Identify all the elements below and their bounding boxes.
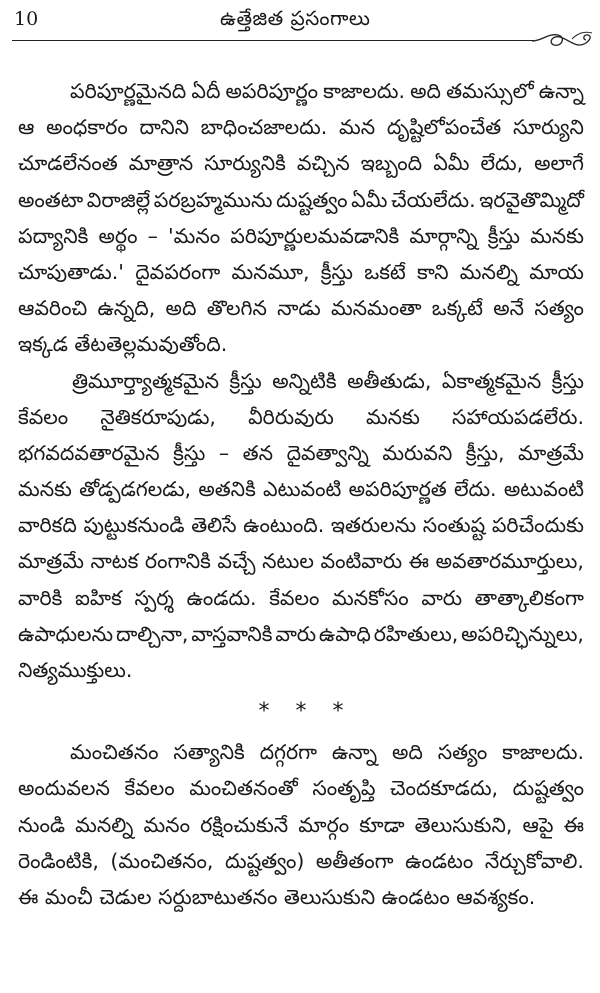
text-line: ఈ మంచీ చెడుల సర్దుబాటుతనం తెలుసుకుని ఉండటం ఆవశ్యకం. xyxy=(18,884,536,909)
text-line: ఉపాధులను దాల్చినా, వాస్తవానికి వారు ఉపాధి రహితులు, అపరిచ్ఛిన్నులు, xyxy=(18,621,584,646)
text-line: భగవదవతారమైన క్రీస్తు – తన దైవత్వాన్ని మరువని క్రీస్తు, మాత్రమే xyxy=(18,440,584,465)
text-line: వారికి ఐహిక స్పర్శ ఉండదు. కేవలం మనకోసం వారు తాత్కాలికంగా xyxy=(18,585,584,610)
text-line: ఆవరించి ఉన్నది, అది తొలగిన నాడు మనమంతా ఒక్కటే అనే సత్యం xyxy=(18,296,584,321)
text-line: నిత్యముక్తులు. xyxy=(18,658,133,682)
text-line: మనకు తోడ్పడగలడు, అతనికి ఎటువంటి అపరిపూర్ణత లేదు. అటువంటి xyxy=(18,477,584,502)
text-line: చూపుతాడు.' దైవపరంగా మనమూ, క్రీస్తు ఒకటే కాని మనల్ని మాయ xyxy=(18,259,584,284)
text-line: త్రిమూర్త్యాత్మకమైన క్రీస్తు అన్నిటికి అతీతుడు, ఏకాత్మకమైన క్రీస్తు xyxy=(72,368,584,393)
text-line: అందువలన కేవలం మంచితనంతో సంతృప్తి చెందకూడదు, దుష్టత్వం xyxy=(18,776,584,801)
text-line: చూడలేనంత మాత్రాన సూర్యునికి వచ్చిన ఇబ్బంది ఏమీ లేదు, అలాగే xyxy=(18,151,584,176)
running-title: ఉత్తేజిత ప్రసంగాలు xyxy=(220,6,371,30)
text-line: నుండి మనల్ని మనం రక్షించుకునే మార్గం కూడా తెలుసుకుని, ఆపై ఈ xyxy=(18,812,584,837)
paragraph-1 xyxy=(18,73,584,363)
page-header xyxy=(0,0,600,50)
separator-asterisk: * xyxy=(258,698,270,724)
text-line: అంతటా విరాజిల్లే పరబ్రహ్మమును దుష్టత్వం ఏమీ చేయలేదు. ఇరవైతొమ్మిదో xyxy=(18,187,584,212)
flourish-ornament-icon xyxy=(532,27,594,51)
text-line: ఆ అంధకారం దానిని బాధించజాలదు. మన దృష్టిలోపంచేత సూర్యుని xyxy=(18,115,584,140)
paragraph-2 xyxy=(18,363,584,689)
text-line: ఇక్కడ తేటతెల్లమవుతోంది. xyxy=(18,332,228,357)
separator-asterisk: * xyxy=(332,698,344,724)
body-text xyxy=(18,73,584,915)
section-separator xyxy=(18,692,584,730)
text-line: కేవలం నైతికరూపుడు, వీరిరువురు మనకు సహాయపడలేరు. xyxy=(18,404,584,429)
header-rule xyxy=(12,40,534,41)
text-line: పరిపూర్ణమైనది ఏదీ అపరిపూర్ణం కాజాలదు. అది తమస్సులో ఉన్నా xyxy=(70,79,584,103)
paragraph-3 xyxy=(18,734,584,915)
text-line: పద్యానికి అర్థం – 'మనం పరిపూర్ణులమవడానికి మార్గాన్ని క్రీస్తు మనకు xyxy=(18,223,584,248)
text-line: రెండింటికి, (మంచితనం, దుష్టత్వం) అతీతంగా ఉండటం నేర్చుకోవాలి. xyxy=(18,848,584,873)
text-line: మాత్రమే నాటక రంగానికి వచ్చే నటుల వంటివారు ఈ అవతారమూర్తులు, xyxy=(18,549,584,574)
separator-asterisk: * xyxy=(295,698,307,724)
text-line: మంచితనం సత్యానికి దగ్గరగా ఉన్నా అది సత్యం కాజాలదు. xyxy=(70,740,584,765)
text-line: వారికది పుట్టుకనుండి తెలిసే ఉంటుంది. ఇతరులను సంతుష్ట పరిచేందుకు xyxy=(18,513,584,538)
page-number: 10 xyxy=(14,8,39,30)
